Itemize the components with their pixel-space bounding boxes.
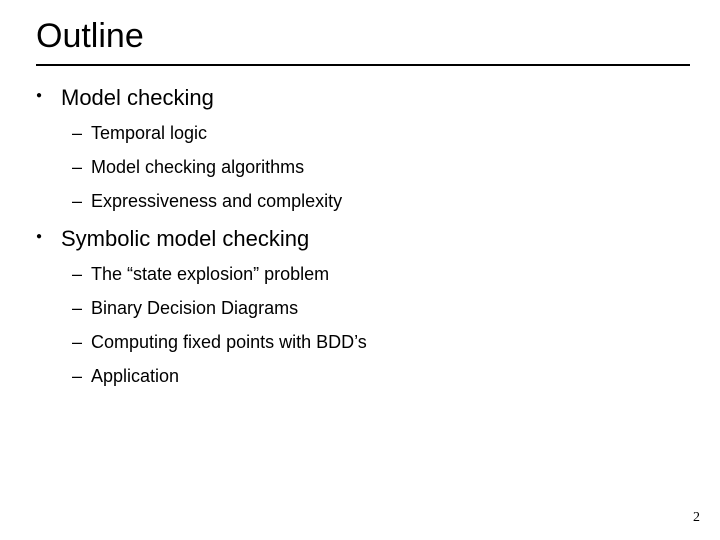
outline-subitem-label: Application [91, 366, 180, 386]
outline-subitem-label: Temporal logic [91, 123, 208, 143]
outline-subitem [72, 190, 342, 212]
title-divider [36, 64, 690, 66]
slide-title: Outline [36, 17, 144, 55]
outline-subitem-label: Binary Decision Diagrams [91, 298, 299, 318]
outline-subitem [72, 365, 179, 387]
outline-subitem-label: The “state explosion” problem [91, 264, 330, 284]
outline-item [36, 225, 309, 252]
bullet-icon: ● [36, 90, 43, 102]
dash-icon: – [72, 157, 83, 177]
dash-icon: – [72, 123, 83, 143]
outline-item-label: Symbolic model checking [61, 226, 310, 252]
outline-subitem [72, 122, 207, 144]
outline-subitem [72, 156, 304, 178]
dash-icon: – [72, 191, 83, 211]
outline-subitem-label: Computing fixed points with BDD’s [91, 332, 367, 352]
outline-subitem [72, 263, 329, 285]
outline-item-label: Model checking [61, 85, 214, 111]
outline-subitem [72, 331, 367, 353]
dash-icon: – [72, 366, 83, 386]
dash-icon: – [72, 332, 83, 352]
outline-subitem [72, 297, 298, 319]
outline-item [36, 84, 214, 111]
bullet-icon: ● [36, 231, 43, 243]
page-number: 2 [693, 510, 700, 525]
dash-icon: – [72, 298, 83, 318]
outline-subitem-label: Model checking algorithms [91, 157, 305, 177]
outline-subitem-label: Expressiveness and complexity [91, 191, 343, 211]
dash-icon: – [72, 264, 83, 284]
